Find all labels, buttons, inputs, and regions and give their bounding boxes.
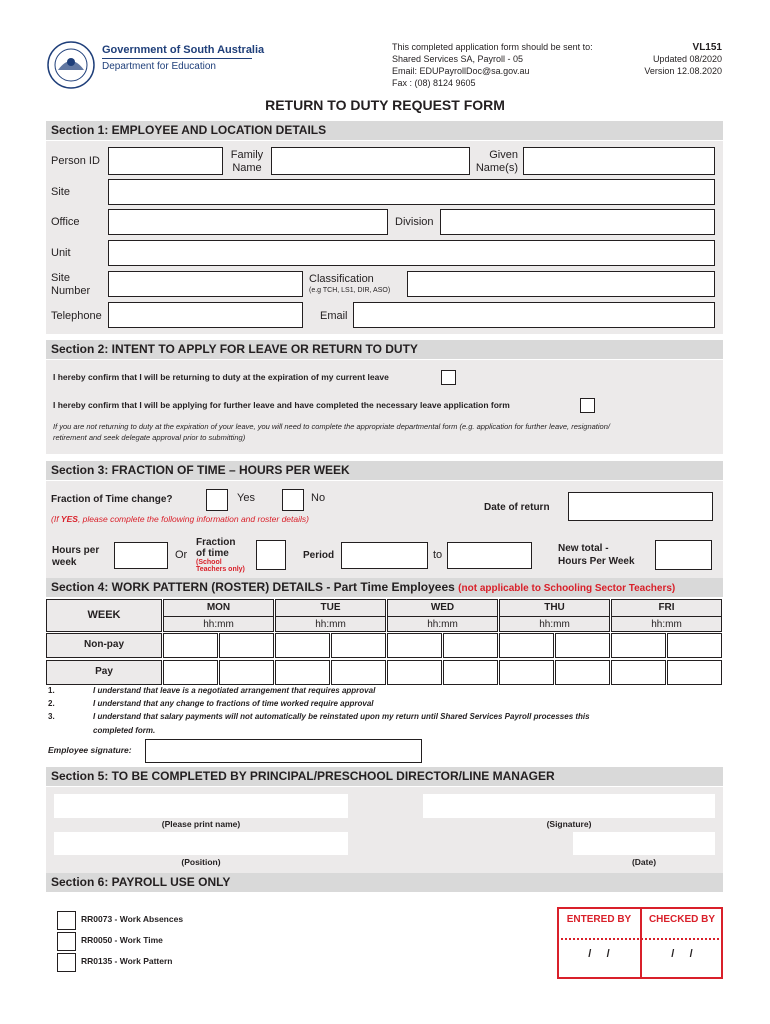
nonpay-mon-minutes-field[interactable] (219, 633, 274, 658)
nonpay-tue-minutes-field[interactable] (331, 633, 386, 658)
pay-wed-hours-field[interactable] (387, 660, 442, 685)
new-total-field[interactable] (655, 540, 712, 570)
site-field[interactable] (108, 179, 715, 205)
confirm-return-checkbox[interactable] (441, 370, 456, 385)
rr0050-label: RR0050 - Work Time (81, 935, 163, 945)
roster-header-divider (275, 616, 386, 617)
site-number-label-1: Site (51, 272, 70, 284)
person-id-label: Person ID (51, 155, 100, 167)
week-header-label: WEEK (87, 609, 121, 621)
site-number-field[interactable] (108, 271, 303, 297)
pay-mon-minutes-field[interactable] (219, 660, 274, 685)
statement-3-text: I understand that salary payments will not automatically be reinstated upon my return until Shared Services Payroll processes this (93, 712, 590, 721)
section-4-heading-note: (not applicable to Schooling Sector Teachers) (458, 583, 676, 594)
date-of-return-label: Date of return (484, 502, 550, 513)
rr0073-label: RR0073 - Work Absences (81, 914, 184, 924)
school-teachers-note-2: Teachers only) (196, 566, 245, 573)
given-names-label-1: Given (489, 149, 518, 161)
classification-example: (e.g TCH, LS1, DIR, ASO) (309, 287, 391, 294)
date-of-return-field[interactable] (568, 492, 713, 521)
pay-mon-hours-field[interactable] (163, 660, 218, 685)
section-5-heading: Section 5: TO BE COMPLETED BY PRINCIPAL/PRESCHOOL DIRECTOR/LINE MANAGER (46, 767, 723, 786)
nonpay-wed-minutes-field[interactable] (443, 633, 498, 658)
if-yes-note-c: , please complete the following information and roster details) (77, 514, 309, 524)
statement-2-num: 2. (48, 699, 55, 708)
section-2-heading: Section 2: INTENT TO APPLY FOR LEAVE OR RETURN TO DUTY (46, 340, 723, 359)
rr0073-checkbox[interactable] (57, 911, 76, 930)
fraction-of-time-field[interactable] (256, 540, 286, 570)
logo-divider (102, 58, 252, 59)
school-teachers-note-1: (School (196, 559, 222, 566)
statement-1-text: I understand that leave is a negotiated arrangement that requires approval (93, 686, 376, 695)
family-name-label-1: Family (230, 149, 264, 161)
if-yes-note-b: YES (60, 514, 78, 524)
if-yes-note-a: (If (51, 514, 61, 524)
family-name-field[interactable] (271, 147, 470, 175)
roster-header-divider (387, 616, 498, 617)
family-name-label-2: Name (232, 162, 262, 174)
pay-row-label: Pay (95, 666, 113, 677)
rr0050-checkbox[interactable] (57, 932, 76, 951)
classification-label: Classification (309, 273, 374, 285)
nonpay-fri-hours-field[interactable] (611, 633, 666, 658)
nonpay-row-label: Non-pay (84, 639, 124, 650)
pay-thu-hours-field[interactable] (499, 660, 554, 685)
principal-signature-field[interactable] (422, 793, 716, 819)
pay-fri-minutes-field[interactable] (667, 660, 722, 685)
pay-tue-hours-field[interactable] (275, 660, 330, 685)
if-yes-note (51, 514, 309, 524)
period-to-label: to (433, 549, 443, 561)
principal-position-field[interactable] (53, 831, 349, 856)
statement-2-text: I understand that any change to fractions of time worked require approval (93, 699, 374, 708)
telephone-label: Telephone (51, 310, 102, 322)
principal-date-field[interactable] (572, 831, 716, 856)
unit-field[interactable] (108, 240, 715, 266)
roster-day-wed: WED (430, 602, 455, 613)
fraction-of-time-label-2: of time (196, 548, 229, 559)
unit-label: Unit (51, 247, 71, 259)
roster-header-divider (499, 616, 610, 617)
sa-government-logo (46, 40, 96, 90)
new-total-label-1: New total - (558, 543, 609, 554)
section-1-heading: Section 1: EMPLOYEE AND LOCATION DETAILS (46, 121, 723, 140)
statement-1-num: 1. (48, 686, 55, 695)
roster-hhmm-label: hh:mm (315, 619, 346, 630)
send-to-line-1: This completed application form should be sent to: (392, 42, 593, 52)
roster-day-fri: FRI (658, 602, 675, 613)
send-to-line-2: Shared Services SA, Payroll - 05 (392, 54, 524, 64)
employee-signature-field[interactable] (145, 739, 422, 763)
government-name: Government of South Australia (102, 44, 265, 56)
fraction-change-no-label: No (311, 492, 326, 504)
hours-per-week-label-2: week (52, 557, 77, 568)
principal-position-label: (Position) (181, 857, 221, 867)
hours-per-week-field[interactable] (114, 542, 168, 569)
department-name: Department for Education (102, 61, 216, 72)
or-label: Or (175, 549, 188, 561)
nonpay-wed-hours-field[interactable] (387, 633, 442, 658)
nonpay-fri-minutes-field[interactable] (667, 633, 722, 658)
checked-by-date[interactable]: / / (671, 948, 693, 960)
rr0135-label: RR0135 - Work Pattern (81, 956, 173, 966)
section-6-heading: Section 6: PAYROLL USE ONLY (46, 873, 723, 892)
division-field[interactable] (440, 209, 715, 235)
roster-hhmm-label: hh:mm (427, 619, 458, 630)
period-label: Period (303, 550, 335, 561)
statement-3-text-cont: completed form. (93, 726, 156, 735)
payroll-stamp-dotted-line (561, 938, 719, 940)
nonpay-thu-hours-field[interactable] (499, 633, 554, 658)
nonpay-thu-minutes-field[interactable] (555, 633, 610, 658)
roster-hhmm-label: hh:mm (539, 619, 570, 630)
fraction-change-no-checkbox[interactable] (282, 489, 304, 511)
email-label: Email (320, 310, 348, 322)
principal-name-label: (Please print name) (161, 819, 241, 829)
classification-field[interactable] (407, 271, 715, 297)
roster-header-divider (163, 616, 274, 617)
confirm-further-text: I hereby confirm that I will be applying for further leave and have completed the necessary leave application form (53, 400, 510, 410)
confirm-further-checkbox[interactable] (580, 398, 595, 413)
form-version: Version 12.08.2020 (644, 66, 722, 76)
section-2-note-1: If you are not returning to duty at the expiration of your leave, you will need to complete the appropriate departmental form (e.g. application for further leave, resignation/ (53, 422, 610, 431)
principal-name-field[interactable] (53, 793, 349, 819)
given-names-label-2: Name(s) (475, 162, 518, 174)
form-updated: Updated 08/2020 (652, 54, 722, 64)
fraction-change-label: Fraction of Time change? (51, 494, 173, 505)
site-number-label-2: Number (51, 285, 91, 297)
confirm-return-text: I hereby confirm that I will be returning to duty at the expiration of my current leave (53, 372, 389, 382)
checked-by-label: CHECKED BY (648, 914, 716, 925)
roster-day-thu: THU (544, 602, 565, 613)
pay-fri-hours-field[interactable] (611, 660, 666, 685)
office-field[interactable] (108, 209, 388, 235)
entered-by-label: ENTERED BY (566, 914, 632, 925)
send-to-email[interactable]: Email: EDUPayrollDoc@sa.gov.au (392, 66, 530, 76)
pay-tue-minutes-field[interactable] (331, 660, 386, 685)
send-to-fax: Fax : (08) 8124 9605 (392, 78, 476, 88)
principal-date-label: (Date) (631, 857, 657, 867)
pay-thu-minutes-field[interactable] (555, 660, 610, 685)
principal-signature-label: (Signature) (546, 819, 592, 829)
form-title: RETURN TO DUTY REQUEST FORM (265, 97, 505, 113)
roster-header-divider (611, 616, 722, 617)
roster-hhmm-label: hh:mm (651, 619, 682, 630)
employee-signature-label: Employee signature: (48, 745, 132, 755)
office-label: Office (51, 216, 80, 228)
section-2-note-2: retirement and seek delegate approval prior to submitting) (53, 433, 246, 442)
form-code: VL151 (692, 42, 722, 53)
roster-day-tue: TUE (320, 602, 341, 613)
statement-3-num: 3. (48, 712, 55, 721)
nonpay-tue-hours-field[interactable] (275, 633, 330, 658)
roster-day-mon: MON (206, 602, 231, 613)
fraction-of-time-label-1: Fraction (196, 537, 236, 548)
section-4-heading (46, 578, 723, 597)
site-label: Site (51, 186, 70, 198)
hours-per-week-label-1: Hours per (52, 545, 100, 556)
entered-by-date[interactable]: / / (588, 948, 610, 960)
period-to-field[interactable] (447, 542, 532, 569)
period-from-field[interactable] (341, 542, 428, 569)
section-3-heading: Section 3: FRACTION OF TIME – HOURS PER WEEK (46, 461, 723, 480)
new-total-label-2: Hours Per Week (558, 556, 635, 567)
rr0135-checkbox[interactable] (57, 953, 76, 972)
pay-wed-minutes-field[interactable] (443, 660, 498, 685)
fraction-change-yes-checkbox[interactable] (206, 489, 228, 511)
roster-hhmm-label: hh:mm (203, 619, 234, 630)
section-4-heading-text: Section 4: WORK PATTERN (ROSTER) DETAILS - Part Time Employees (51, 580, 459, 594)
given-names-field[interactable] (523, 147, 715, 175)
email-field[interactable] (353, 302, 715, 328)
nonpay-mon-hours-field[interactable] (163, 633, 218, 658)
fraction-change-yes-label: Yes (237, 492, 255, 504)
person-id-field[interactable] (108, 147, 223, 175)
telephone-field[interactable] (108, 302, 303, 328)
division-label: Division (395, 216, 434, 228)
